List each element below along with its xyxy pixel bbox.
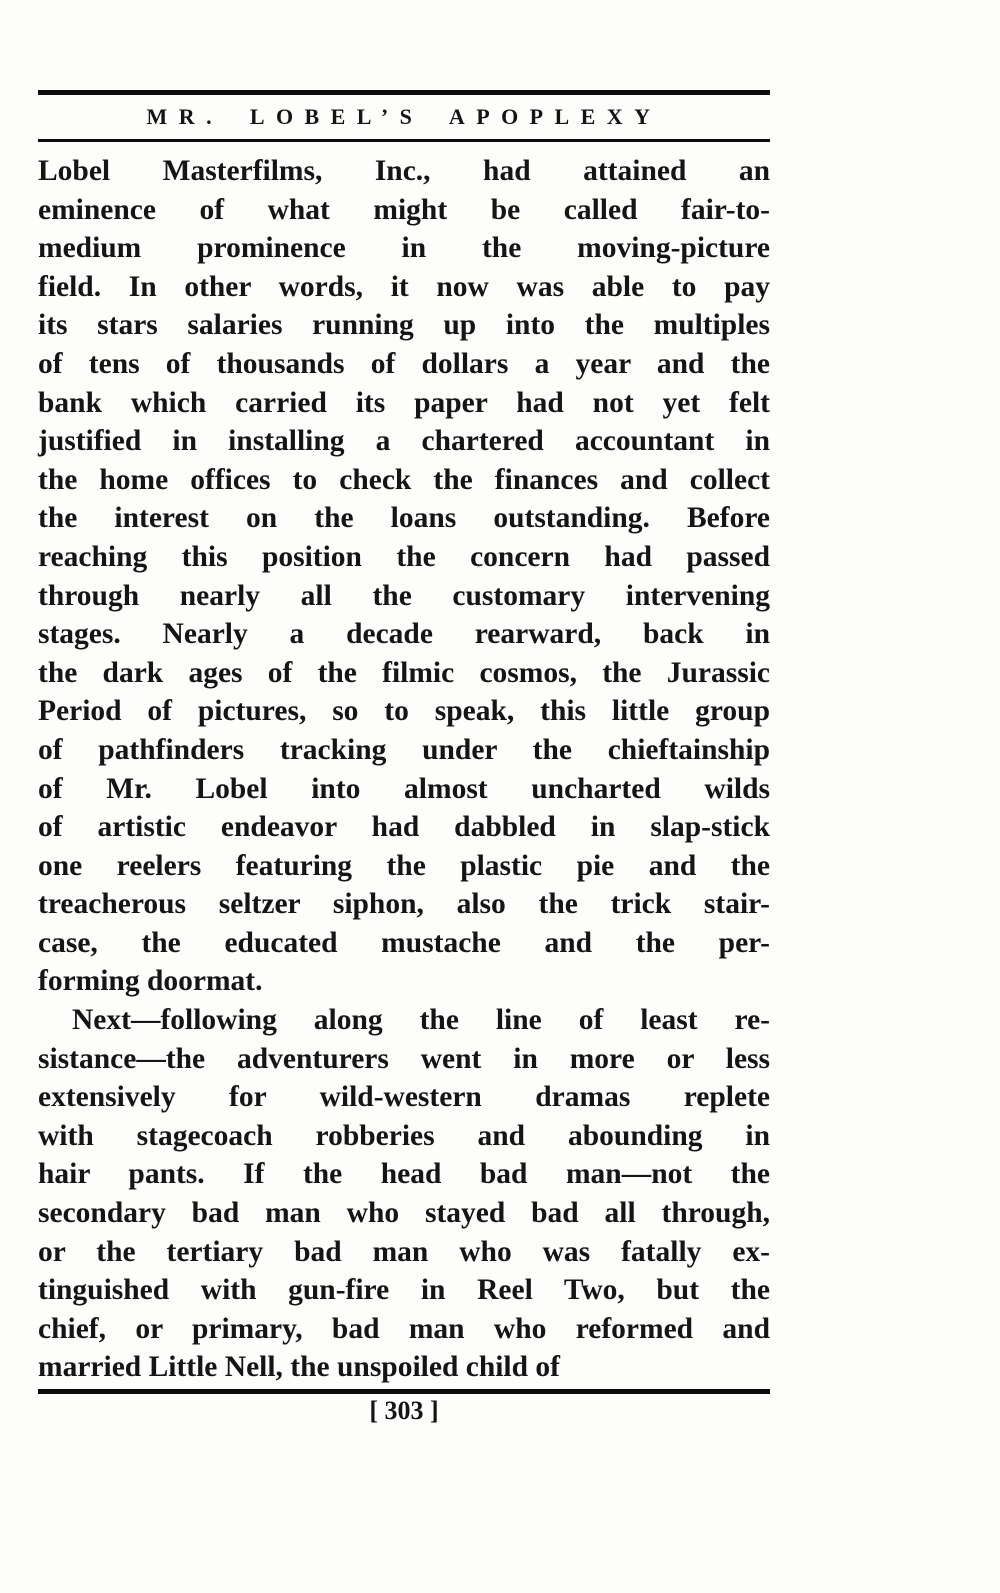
footer-rule (38, 1389, 770, 1394)
text-line: field. In other words, it now was able to pay (38, 270, 770, 303)
text-line: through nearly all the customary intervening (38, 579, 770, 612)
body-text (38, 152, 770, 1387)
text-line: its stars salaries running up into the multiples (38, 309, 770, 342)
text-line: justified in installing a chartered accountant in (38, 425, 770, 458)
text-line: married Little Nell, the unspoiled child of (38, 1351, 560, 1384)
text-line: of pathfinders tracking under the chieftainship (38, 733, 770, 766)
text-line: the interest on the loans outstanding. Before (38, 502, 770, 535)
text-line: of Mr. Lobel into almost uncharted wilds (38, 772, 770, 805)
text-line: chief, or primary, bad man who reformed and (38, 1312, 770, 1345)
text-line: reaching this position the concern had passed (38, 540, 770, 573)
text-line: one reelers featuring the plastic pie and the (38, 849, 770, 882)
text-line: the dark ages of the filmic cosmos, the Jurassic (38, 656, 770, 689)
text-line: treacherous seltzer siphon, also the trick stair- (38, 888, 770, 921)
text-line: stages. Nearly a decade rearward, back in (38, 618, 770, 651)
text-line: sistance—the adventurers went in more or less (38, 1042, 770, 1075)
page-number: [ 303 ] (369, 1396, 439, 1425)
header-rule-top (38, 90, 770, 95)
text-line: secondary bad man who stayed bad all through, (38, 1197, 770, 1230)
page-content (38, 90, 770, 1426)
text-line: with stagecoach robberies and abounding in (38, 1119, 770, 1152)
text-line: Next—following along the line of least re- (72, 1004, 770, 1037)
text-line: hair pants. If the head bad man—not the (38, 1158, 770, 1191)
text-line: forming doormat. (38, 965, 263, 998)
text-line: extensively for wild-western dramas replete (38, 1081, 770, 1114)
text-line: of artistic endeavor had dabbled in slap-stick (38, 811, 770, 844)
text-line: Period of pictures, so to speak, this little group (38, 695, 770, 728)
header-rule-bottom (38, 139, 770, 142)
text-line: Lobel Masterfilms, Inc., had attained an (38, 155, 770, 187)
paragraph (38, 152, 770, 1001)
paragraph (38, 1001, 770, 1387)
text-line: the home offices to check the finances and collect (38, 463, 770, 496)
text-line: case, the educated mustache and the per- (38, 926, 770, 959)
text-line: medium prominence in the moving-picture (38, 232, 770, 265)
text-line: or the tertiary bad man who was fatally ex- (38, 1235, 770, 1268)
running-header: MR. LOBEL’S APOPLEXY (146, 104, 662, 129)
text-line: eminence of what might be called fair-to- (38, 193, 770, 226)
text-line: tinguished with gun-fire in Reel Two, but the (38, 1274, 770, 1307)
text-line: of tens of thousands of dollars a year and the (38, 347, 770, 380)
text-line: bank which carried its paper had not yet felt (38, 386, 770, 419)
